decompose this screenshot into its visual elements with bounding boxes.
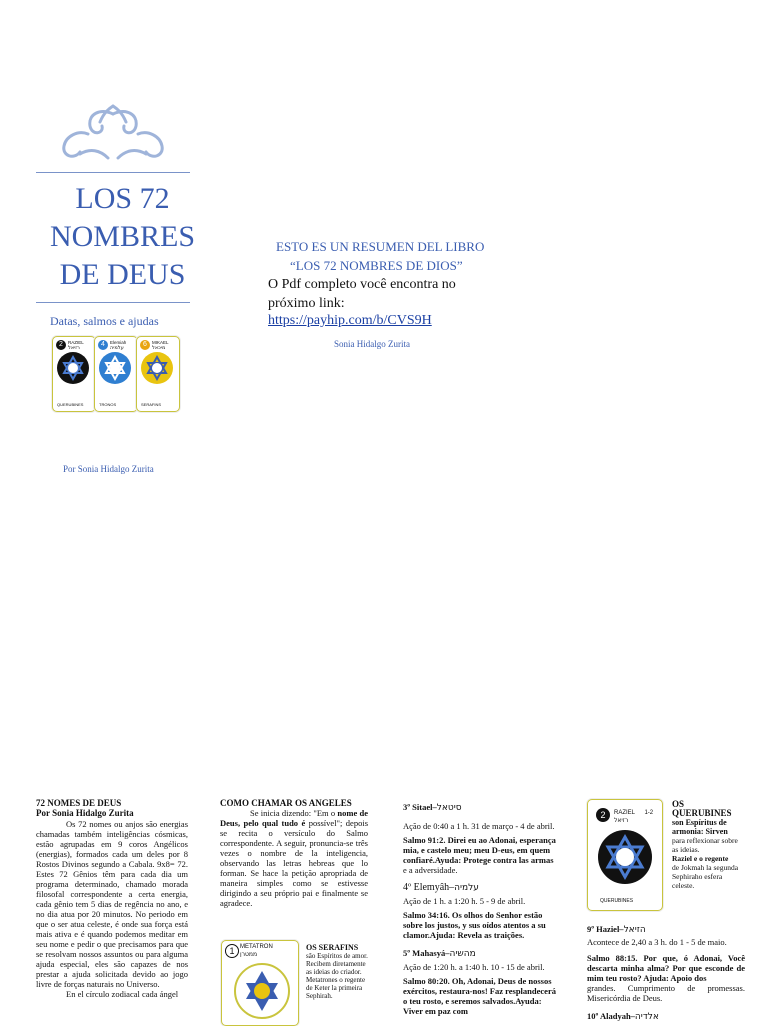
star-icon bbox=[141, 352, 173, 384]
angel-5-psalm: Salmo 80:20. Oh, Adonai, Deus de nossos exércitos, restaura-nos! Faz resplandecerá o teu rosto, e seremos salvados.Ayuda: Viver em paz com bbox=[403, 976, 556, 1016]
star-icon bbox=[99, 352, 131, 384]
cover-subtitle: Datas, salmos e ajudas bbox=[50, 314, 159, 328]
cover-card-mikael: 6 MIKAEL מיכאל SERAFINS bbox=[136, 336, 180, 412]
angel-3-time: Ação de 0:40 a 1 h. 31 de março - 4 de abril. bbox=[403, 821, 555, 831]
angel-4-time: Ação de 1 h. a 1:20 h. 5 - 9 de abril. bbox=[403, 896, 526, 906]
column-3 bbox=[403, 802, 561, 1020]
metatron-card: 1 METATRON ממטרן bbox=[221, 940, 299, 1026]
payhip-link[interactable]: https://payhip.com/b/CVS9H bbox=[268, 313, 432, 328]
seraf-block bbox=[306, 944, 370, 1000]
notice-line1: ESTO ES UN RESUMEN DEL LIBRO bbox=[276, 239, 485, 254]
seraf-text: são Espíritos de amor. Recibem diretamente as ideias do criador. Metatrones o regente de Keter la primeira Sephirah. bbox=[306, 952, 368, 1000]
star-icon bbox=[234, 963, 290, 1019]
angel-3-heading: 3º Sitael–סיטאל bbox=[403, 802, 462, 813]
column-1 bbox=[36, 798, 188, 999]
querubines-block: OS QUERUBINES son Espíritus de armonia: Sirven para reflexionar sobre as ideias. Raziel e o regente de Jokmah la segunda Sephiraho esfera celeste. bbox=[672, 799, 739, 890]
col2-heading: COMO CHAMAR OS ANGELES bbox=[220, 798, 352, 808]
col1-heading: 72 NOMES DE DEUS bbox=[36, 798, 122, 808]
col2-body: Se inicia dizendo: "Em o nome de Deus, pelo qual tudo é possível"; depois se recita o versículo do Salmo correspondente. A seguir, pronuncia-se três vezes o nombre de la inteligencia, observando las letras hebreas que lo forman. Se hace la petição apropriada de maneira simples como se estivesse dirigindo a seu próprio pai e finalmente se agradece. bbox=[220, 808, 368, 908]
angel-9-psalm: Salmo 88:15. Por que, ó Adonai, Você descarta minha alma? Por que esconde de mim teu rosto? Ajuda: Apoio dos bbox=[587, 953, 745, 983]
bottom-rule bbox=[36, 302, 190, 303]
angel-9-time: Acontece de 2,40 a 3 h. do 1 - 5 de maio. bbox=[587, 937, 727, 947]
cover-title-line1: LOS 72 bbox=[75, 182, 170, 215]
angel-9-psalm-end: grandes. Cumprimento de promessas. Misericórdia de Deus. bbox=[587, 983, 745, 1003]
column-2 bbox=[220, 798, 368, 922]
top-rule bbox=[36, 172, 190, 173]
cover-author: Por Sonia Hidalgo Zurita bbox=[63, 464, 154, 474]
column-4-text bbox=[587, 924, 745, 1026]
star-icon bbox=[598, 830, 652, 884]
ornament-icon bbox=[60, 104, 166, 162]
cover-title-line2: NOMBRES bbox=[49, 220, 196, 253]
col1-byline: Por Sonia Hidalgo Zurita bbox=[36, 808, 134, 818]
angel-5-heading: 5º Mahasyá–מהשיה bbox=[403, 948, 476, 959]
cover-card-raziel: 2 RAZIEL רזיאל QUERUBINES bbox=[52, 336, 96, 412]
star-icon bbox=[57, 352, 89, 384]
notice-author: Sonia Hidalgo Zurita bbox=[334, 339, 410, 349]
angel-3-psalm-end: e a adversidade. bbox=[403, 865, 458, 875]
notice-text: O Pdf completo você encontra no próximo link: bbox=[268, 277, 456, 311]
angel-3-psalm: Salmo 91:2. Direi eu ao Adonai, esperança mia, e castelo meu; meu D-eus, em quem confiaré.Ayuda: Protege contra las armas bbox=[403, 835, 556, 865]
angel-9-heading: 9º Haziel–הזיאל bbox=[587, 924, 646, 935]
col1-tail: En el círculo zodiacal cada ángel bbox=[66, 989, 179, 999]
angel-4-heading: 4º Elemyâh–עלמיה bbox=[403, 882, 479, 893]
raziel-card: 2 RAZIEL 1-2 רזיאל QUERUBINES bbox=[587, 799, 663, 911]
notice-line2: “LOS 72 NOMBRES DE DIOS” bbox=[290, 258, 463, 273]
cover-title-line3: DE DEUS bbox=[59, 258, 186, 291]
angel-5-time: Ação de 1:20 h. a 1:40 h. 10 - 15 de abril. bbox=[403, 962, 545, 972]
col1-body: Os 72 nomes ou anjos são energias chamadas também inteligências cósmicas, estão agrupadas em 9 coros Angélicos (energias), formados cada um deles por 8 Rostos Divinos segundo a Cabala. 9x8= 72. Estes 72 Gênios têm para cada dia um programa determinado, chamado morada filosofal correspondente a certa energia, cada gênio tem 5 dias de regência no ano, e no dia atua por 20 minutos. No periodo em que o ser atua celeste, é onde sua força está mais ativa e é quando podemos meditar em seu nome e pedir o que precisamos para que se resolvam nossos assuntos ou para alguma ajuda especial, eles são capazes de nos prestar a ajuda solicitada devido ao jogo livre de forças naturais no Universo. bbox=[36, 819, 188, 989]
angel-10-heading: 10º Aladyah–אלדיה bbox=[587, 1011, 659, 1022]
angel-4-psalm: Salmo 34:16. Os olhos do Senhor estão sobre los justos, y sus oídos atentos a su clamor.Ajuda: Revela as traições. bbox=[403, 910, 546, 940]
seraf-heading: OS SERAFINS bbox=[306, 943, 359, 952]
cover-card-elemiah: 4 Elemiah עלמיה TRONOS bbox=[94, 336, 138, 412]
